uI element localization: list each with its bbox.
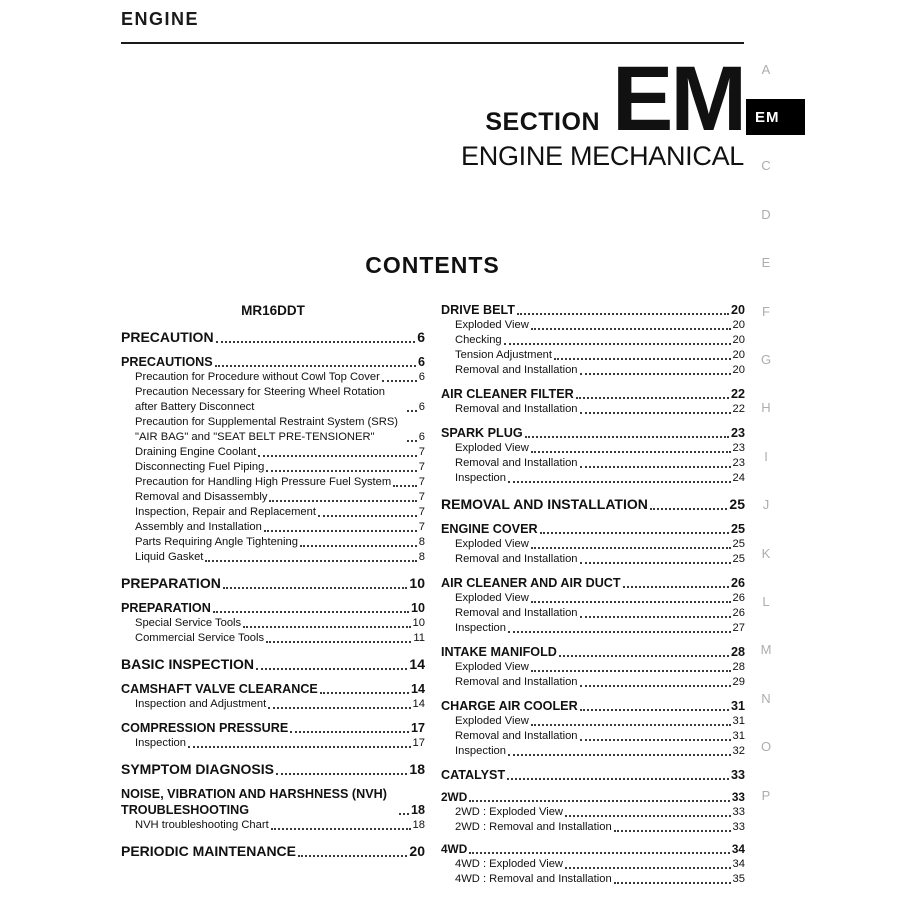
section-code: EM — [612, 48, 744, 150]
toc-entry-title: AIR CLEANER FILTER — [441, 387, 574, 401]
toc-entry-section — [441, 698, 745, 714]
toc-leader-dots — [213, 611, 409, 613]
table-of-contents — [121, 302, 745, 887]
toc-page-number: 26 — [730, 576, 745, 590]
rail-letter-g: G — [760, 352, 772, 368]
toc-entry-item — [441, 621, 745, 636]
toc-entry-section — [441, 302, 745, 318]
toc-entry-title: Removal and Installation — [455, 403, 578, 415]
toc-page-number: 7 — [418, 461, 425, 473]
section-banner — [121, 48, 744, 172]
toc-entry-subsection — [441, 790, 745, 805]
toc-entry-item — [441, 729, 745, 744]
toc-leader-dots — [508, 631, 731, 633]
toc-leader-dots — [266, 470, 416, 472]
toc-entry-title: NVH troubleshooting Chart — [135, 819, 269, 831]
toc-leader-dots — [525, 436, 729, 438]
toc-leader-dots — [264, 530, 417, 532]
toc-entry-title: Inspection — [455, 622, 506, 634]
toc-column-right — [441, 302, 745, 887]
toc-page-number: 18 — [409, 761, 425, 777]
toc-leader-dots — [623, 586, 729, 588]
toc-page-number: 34 — [732, 858, 745, 870]
toc-leader-dots — [531, 670, 731, 672]
toc-entry-item — [121, 445, 425, 460]
toc-leader-dots — [215, 365, 416, 367]
toc-leader-dots — [580, 562, 731, 564]
toc-entry-title: PREPARATION — [121, 601, 211, 615]
toc-entry-title: Exploded View — [455, 319, 529, 331]
toc-entry-title: Precaution for Handling High Pressure Fuel System — [135, 476, 392, 488]
rail-letter-l: L — [762, 593, 770, 609]
toc-entry-title: Precaution for Supplemental Restraint System (SRS) "AIR BAG" and "SEAT BELT PRE-TENSIONER" — [135, 416, 399, 443]
toc-page-number: 6 — [417, 355, 425, 369]
toc-leader-dots — [580, 685, 731, 687]
toc-page-number: 23 — [730, 426, 745, 440]
toc-entry-item — [441, 805, 745, 820]
toc-entry-title: Inspection — [135, 737, 186, 749]
toc-page-number: 20 — [732, 334, 745, 346]
toc-page-number: 20 — [732, 349, 745, 361]
rail-letter-a: A — [761, 61, 771, 77]
toc-leader-dots — [290, 731, 409, 733]
toc-entry-title: DRIVE BELT — [441, 303, 515, 317]
toc-entry-title: REMOVAL AND INSTALLATION — [441, 496, 648, 512]
toc-entry-section — [441, 521, 745, 537]
toc-page-number: 6 — [418, 401, 425, 413]
toc-entry-title: Draining Engine Coolant — [135, 446, 257, 458]
rail-letter-k: K — [761, 545, 771, 561]
rail-letter-h: H — [761, 400, 771, 416]
toc-page-number: 20 — [730, 303, 745, 317]
toc-page-number: 25 — [732, 538, 745, 550]
toc-entry-item — [121, 550, 425, 565]
toc-entry-title: Commercial Service Tools — [135, 632, 265, 644]
toc-page-number: 25 — [732, 553, 745, 565]
toc-entry-part — [121, 760, 425, 778]
toc-leader-dots — [276, 773, 407, 775]
toc-entry-title: BASIC INSPECTION — [121, 656, 255, 672]
toc-page-number: 18 — [412, 819, 425, 831]
toc-entry-title: Tension Adjustment — [455, 349, 553, 361]
rail-letter-o: O — [760, 739, 772, 755]
toc-entry-item — [121, 697, 425, 712]
toc-page-number: 17 — [410, 721, 425, 735]
toc-entry-title: COMPRESSION PRESSURE — [121, 721, 289, 735]
toc-leader-dots — [407, 410, 417, 412]
toc-page-number: 7 — [418, 476, 425, 488]
toc-entry-section — [121, 786, 425, 818]
toc-entry-part — [441, 495, 745, 513]
toc-entry-title: Inspection and Adjustment — [135, 698, 267, 710]
toc-leader-dots — [540, 532, 729, 534]
toc-entry-title: Removal and Installation — [455, 457, 578, 469]
toc-page-number: 6 — [417, 329, 425, 345]
toc-leader-dots — [268, 707, 410, 709]
toc-entry-title: Removal and Installation — [455, 730, 578, 742]
toc-leader-dots — [298, 855, 407, 857]
toc-page-number: 26 — [732, 592, 745, 604]
toc-entry-item — [441, 820, 745, 835]
toc-page-number: 7 — [418, 446, 425, 458]
toc-entry-section — [441, 575, 745, 591]
toc-leader-dots — [580, 709, 729, 711]
toc-entry-section — [441, 644, 745, 660]
toc-page-number: 33 — [731, 790, 745, 804]
toc-leader-dots — [531, 328, 731, 330]
toc-leader-dots — [554, 358, 731, 360]
toc-entry-title: Exploded View — [455, 661, 529, 673]
section-index-tab-label: EM — [755, 108, 780, 126]
toc-entry-title: 4WD — [441, 842, 468, 856]
toc-entry-item — [441, 552, 745, 567]
toc-leader-dots — [504, 343, 731, 345]
toc-page-number: 23 — [732, 442, 745, 454]
toc-page-number: 31 — [730, 699, 745, 713]
toc-entry-title: Precaution for Procedure without Cowl Top Cover — [135, 371, 380, 383]
toc-entry-section — [441, 767, 745, 783]
toc-page-number: 6 — [418, 371, 425, 383]
toc-entry-item — [121, 475, 425, 490]
toc-entry-item — [441, 402, 745, 417]
toc-entry-item — [121, 505, 425, 520]
toc-entry-title: PREPARATION — [121, 575, 221, 591]
toc-entry-title: 4WD : Removal and Installation — [455, 873, 612, 885]
toc-page-number: 14 — [409, 656, 425, 672]
toc-entry-title: Removal and Installation — [455, 607, 578, 619]
header-rule — [121, 42, 744, 44]
toc-entry-title: SYMPTOM DIAGNOSIS — [121, 761, 274, 777]
toc-entry-part — [121, 574, 425, 592]
toc-entry-item — [121, 460, 425, 475]
toc-entry-title: Removal and Installation — [455, 364, 578, 376]
toc-page-number: 17 — [412, 737, 425, 749]
section-line — [121, 48, 744, 150]
toc-page-number: 7 — [418, 521, 425, 533]
toc-leader-dots — [507, 778, 729, 780]
toc-leader-dots — [565, 867, 731, 869]
toc-page-number: 33 — [732, 821, 745, 833]
toc-page-number: 34 — [731, 842, 745, 856]
toc-entry-item — [121, 370, 425, 385]
toc-entry-item — [441, 660, 745, 675]
toc-entry-title: PERIODIC MAINTENANCE — [121, 843, 297, 859]
toc-leader-dots — [382, 380, 417, 382]
toc-entry-item — [121, 490, 425, 505]
toc-entry-title: Exploded View — [455, 442, 529, 454]
toc-page-number: 26 — [732, 607, 745, 619]
toc-leader-dots — [614, 830, 731, 832]
engine-model-heading: MR16DDT — [241, 303, 305, 318]
toc-page-number: 11 — [413, 632, 425, 644]
toc-entry-title: 2WD : Removal and Installation — [455, 821, 612, 833]
toc-entry-subsection — [441, 842, 745, 857]
toc-entry-title: Removal and Installation — [455, 676, 578, 688]
toc-leader-dots — [580, 739, 731, 741]
toc-entry-item — [121, 631, 425, 646]
toc-page-number: 7 — [418, 491, 425, 503]
toc-leader-dots — [399, 813, 409, 815]
toc-leader-dots — [576, 397, 729, 399]
toc-entry-item — [121, 818, 425, 833]
toc-entry-item — [441, 537, 745, 552]
toc-entry-item — [441, 606, 745, 621]
toc-leader-dots — [469, 852, 730, 854]
rail-letter-j: J — [762, 497, 770, 513]
section-label: SECTION — [485, 108, 600, 136]
toc-page-number: 33 — [730, 768, 745, 782]
toc-page-number: 20 — [409, 843, 425, 859]
toc-entry-section — [121, 681, 425, 697]
toc-page-number: 22 — [730, 387, 745, 401]
rail-letter-e: E — [761, 255, 771, 271]
rail-letter-d: D — [761, 206, 771, 222]
toc-entry-part — [121, 655, 425, 673]
toc-leader-dots — [407, 440, 417, 442]
toc-entry-item — [121, 616, 425, 631]
toc-entry-item — [441, 456, 745, 471]
toc-entry-item — [441, 441, 745, 456]
toc-page-number: 32 — [732, 745, 745, 757]
toc-entry-title: ENGINE COVER — [441, 522, 538, 536]
toc-page-number: 29 — [732, 676, 745, 688]
toc-leader-dots — [614, 882, 731, 884]
toc-page-number: 24 — [732, 472, 745, 484]
toc-entry-item — [441, 675, 745, 690]
toc-entry-title: Inspection — [455, 472, 506, 484]
toc-entry-title: Parts Requiring Angle Tightening — [135, 536, 298, 548]
toc-entry-part — [121, 842, 425, 860]
toc-entry-title: CAMSHAFT VALVE CLEARANCE — [121, 682, 318, 696]
toc-entry-item — [441, 333, 745, 348]
toc-entry-title: Checking — [455, 334, 502, 346]
toc-entry-item — [441, 872, 745, 887]
toc-leader-dots — [531, 724, 731, 726]
toc-entry-title: Assembly and Installation — [135, 521, 262, 533]
toc-entry-title: Liquid Gasket — [135, 551, 204, 563]
toc-page-number: 10 — [412, 617, 425, 629]
toc-page-number: 14 — [410, 682, 425, 696]
toc-leader-dots — [508, 481, 731, 483]
toc-page-number: 20 — [732, 319, 745, 331]
toc-page-number: 23 — [732, 457, 745, 469]
toc-entry-title: 2WD : Exploded View — [455, 806, 563, 818]
toc-leader-dots — [559, 655, 729, 657]
toc-leader-dots — [531, 547, 731, 549]
toc-page-number: 10 — [410, 601, 425, 615]
toc-leader-dots — [205, 560, 416, 562]
toc-page-number: 18 — [410, 803, 425, 817]
toc-entry-item — [441, 591, 745, 606]
toc-page-number: 20 — [732, 364, 745, 376]
toc-entry-title: Precaution Necessary for Steering Wheel Rotation after Battery Disconnect — [135, 386, 385, 413]
toc-entry-title: PRECAUTION — [121, 329, 214, 345]
toc-entry-item — [121, 535, 425, 550]
toc-leader-dots — [508, 754, 731, 756]
toc-page-number: 25 — [729, 496, 745, 512]
toc-leader-dots — [269, 500, 416, 502]
side-tab-rail — [751, 45, 781, 819]
toc-entry-title: NOISE, VIBRATION AND HARSHNESS (NVH) TROUBLESHOOTING — [121, 787, 387, 817]
toc-entry-section — [441, 386, 745, 402]
toc-page-number: 31 — [732, 730, 745, 742]
toc-entry-title: Special Service Tools — [135, 617, 242, 629]
toc-leader-dots — [580, 412, 731, 414]
toc-entry-item — [121, 736, 425, 751]
toc-entry-title: Disconnecting Fuel Piping — [135, 461, 265, 473]
toc-entry-title: AIR CLEANER AND AIR DUCT — [441, 576, 621, 590]
toc-entry-section — [441, 425, 745, 441]
toc-entry-item — [121, 415, 425, 445]
toc-leader-dots — [580, 616, 731, 618]
toc-leader-dots — [300, 545, 417, 547]
toc-page-number: 33 — [732, 806, 745, 818]
toc-leader-dots — [580, 373, 731, 375]
toc-entry-title: Inspection — [455, 745, 506, 757]
rail-letter-p: P — [761, 787, 771, 803]
toc-column-left — [121, 302, 425, 860]
toc-entry-item — [441, 471, 745, 486]
toc-leader-dots — [650, 508, 728, 510]
toc-leader-dots — [223, 587, 408, 589]
running-title: ENGINE — [121, 9, 200, 29]
toc-entry-section — [121, 600, 425, 616]
toc-entry-item — [121, 385, 425, 415]
toc-entry-title: Exploded View — [455, 715, 529, 727]
toc-leader-dots — [266, 641, 411, 643]
rail-letter-m: M — [760, 642, 772, 658]
toc-entry-title: Removal and Installation — [455, 553, 578, 565]
toc-page-number: 7 — [418, 506, 425, 518]
toc-entry-title: 4WD : Exploded View — [455, 858, 563, 870]
toc-entry-title: 2WD — [441, 790, 468, 804]
toc-entry-part — [121, 328, 425, 346]
toc-page-number: 25 — [730, 522, 745, 536]
toc-leader-dots — [531, 451, 731, 453]
toc-leader-dots — [580, 466, 731, 468]
toc-page-number: 8 — [418, 536, 425, 548]
toc-entry-item — [441, 348, 745, 363]
toc-entry-title: Exploded View — [455, 592, 529, 604]
toc-entry-title: Removal and Disassembly — [135, 491, 268, 503]
toc-page-number: 31 — [732, 715, 745, 727]
rail-letter-f: F — [762, 303, 770, 319]
toc-entry-item — [441, 318, 745, 333]
toc-page-number: 28 — [730, 645, 745, 659]
rail-tab-gap — [751, 93, 781, 141]
toc-page-number: 27 — [732, 622, 745, 634]
toc-page-number: 8 — [418, 551, 425, 563]
toc-entry-title: CHARGE AIR COOLER — [441, 699, 578, 713]
toc-leader-dots — [531, 601, 731, 603]
toc-page-number: 10 — [409, 575, 425, 591]
toc-entry-title: INTAKE MANIFOLD — [441, 645, 557, 659]
toc-entry-item — [441, 744, 745, 759]
toc-leader-dots — [565, 815, 731, 817]
toc-entry-title: SPARK PLUG — [441, 426, 523, 440]
rail-letter-n: N — [761, 690, 771, 706]
toc-leader-dots — [320, 692, 409, 694]
toc-entry-title: CATALYST — [441, 768, 506, 782]
toc-leader-dots — [243, 626, 410, 628]
toc-entry-title: Inspection, Repair and Replacement — [135, 506, 316, 518]
toc-page-number: 28 — [732, 661, 745, 673]
toc-entry-title: PRECAUTIONS — [121, 355, 213, 369]
toc-page-number: 22 — [732, 403, 745, 415]
section-title: ENGINE MECHANICAL — [461, 141, 744, 172]
toc-page-number: 14 — [412, 698, 425, 710]
toc-entry-item — [441, 363, 745, 378]
toc-leader-dots — [517, 313, 729, 315]
toc-leader-dots — [188, 746, 411, 748]
toc-leader-dots — [216, 341, 416, 343]
toc-leader-dots — [318, 515, 417, 517]
toc-page-number: 6 — [418, 431, 425, 443]
toc-entry-item — [121, 520, 425, 535]
rail-letter-i: I — [764, 448, 768, 464]
toc-leader-dots — [256, 668, 407, 670]
toc-entry-title: Exploded View — [455, 538, 529, 550]
toc-page-number: 35 — [732, 873, 745, 885]
toc-entry-section — [121, 354, 425, 370]
contents-title: CONTENTS — [365, 252, 500, 278]
rail-letter-c: C — [761, 158, 771, 174]
toc-entry-section — [121, 720, 425, 736]
toc-leader-dots — [469, 800, 730, 802]
toc-leader-dots — [258, 455, 416, 457]
toc-leader-dots — [393, 485, 417, 487]
toc-entry-item — [441, 714, 745, 729]
toc-entry-item — [441, 857, 745, 872]
toc-leader-dots — [271, 828, 411, 830]
